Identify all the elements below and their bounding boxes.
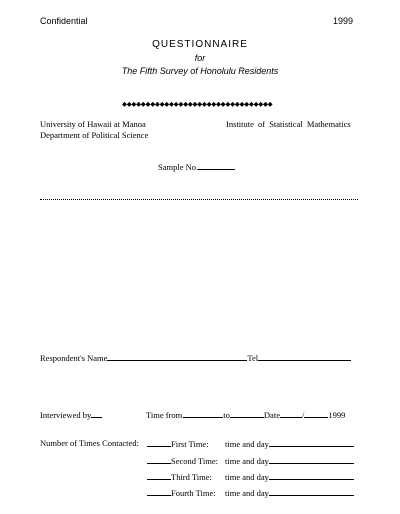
time-and-day-label: time and day: [225, 439, 269, 449]
time-and-day-blank[interactable]: [269, 438, 354, 447]
respondent-row: [40, 352, 351, 363]
contact-row: [147, 487, 354, 498]
header-year: 1999: [333, 16, 354, 26]
sample-number-label: Sample No.: [158, 162, 199, 172]
time-to-blank[interactable]: [230, 409, 264, 418]
interviewed-by-label: Interviewed by: [40, 410, 92, 420]
contact-count-blank[interactable]: [147, 471, 171, 480]
time-to-label: to: [223, 410, 230, 420]
time-and-day-label: time and day: [225, 456, 269, 466]
date-label: Date: [263, 410, 280, 420]
contact-row: [147, 455, 354, 466]
tel-label: Tel: [247, 353, 259, 363]
date-slash: /: [301, 410, 305, 420]
contact-row-label: Second Time:: [171, 456, 218, 466]
contact-row-label: Fourth Time:: [171, 488, 216, 498]
diamond-divider: ◆◆◆◆◆◆◆◆◆◆◆◆◆◆◆◆◆◆◆◆◆◆◆◆◆◆◆◆◆◆◆◆: [122, 101, 273, 108]
respondent-name-blank[interactable]: [107, 352, 247, 361]
title-for: for: [194, 53, 206, 63]
document-subtitle: The Fifth Survey of Honolulu Residents: [121, 66, 279, 76]
time-and-day-blank[interactable]: [269, 455, 354, 464]
time-and-day-label: time and day: [225, 488, 269, 498]
time-from-label: Time from: [146, 410, 183, 420]
institute-name: Institute of Statistical Mathematics: [226, 119, 351, 129]
contacts-label: Number of Times Contacted:: [40, 438, 139, 448]
time-and-day-blank[interactable]: [269, 487, 354, 496]
contact-count-blank[interactable]: [147, 438, 171, 447]
contact-row: [147, 471, 354, 482]
contact-count-blank[interactable]: [147, 487, 171, 496]
time-and-day-label: time and day: [225, 472, 269, 482]
document-title: QUESTIONNAIRE: [152, 39, 248, 50]
university-name: University of Hawaii at Manoa: [40, 119, 146, 129]
contact-row-label: Third Time:: [171, 472, 212, 482]
contact-count-blank[interactable]: [147, 455, 171, 464]
date-year: 1999: [328, 410, 346, 420]
interviewer-field: [40, 409, 102, 420]
confidential-label: Confidential: [40, 16, 88, 26]
department-name: Department of Political Science: [40, 130, 149, 140]
tel-blank[interactable]: [258, 352, 351, 361]
time-from-blank[interactable]: [183, 409, 223, 418]
date-day-blank[interactable]: [301, 409, 328, 420]
dotted-divider: [40, 199, 358, 200]
sample-number-blank[interactable]: [198, 161, 235, 170]
respondent-name-label: Respondent's Name: [40, 353, 108, 363]
interview-time-field: [146, 409, 345, 420]
time-and-day-blank[interactable]: [269, 471, 354, 480]
contact-row: [147, 438, 354, 449]
interviewed-by-blank[interactable]: [91, 409, 102, 418]
date-month-blank[interactable]: [280, 409, 305, 420]
contact-row-label: First Time:: [171, 439, 209, 449]
sample-number-field: [158, 161, 235, 172]
